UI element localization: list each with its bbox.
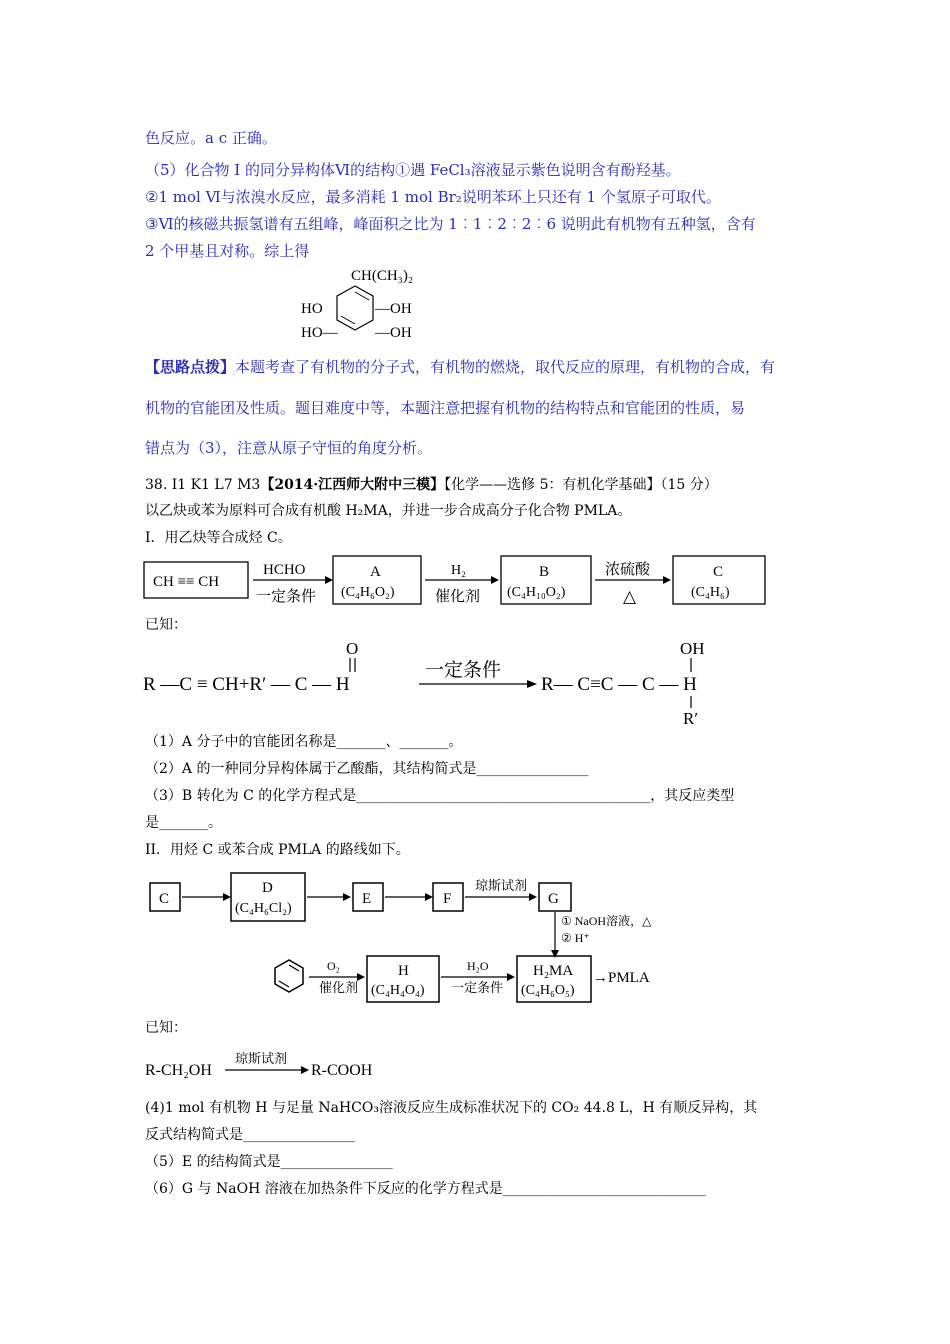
compound-b-label: B [539,564,550,580]
reaction1-left: R —C ≡ CH+R′ — C — H [143,674,350,695]
part-2-title: II．用烃 C 或苯合成 PMLA 的路线如下。 [145,842,410,858]
reaction2-reagent: 琼斯试剂 [235,1051,288,1066]
tip-label: 【思路点拨】 [145,358,236,376]
structure-left-2: HO— [301,325,338,341]
question-4: (4)1 mol 有机物 H 与足量 NaHCO₃溶液反应生成标准状况下的 CO₂ 44.8 L，H 有顺反异构，其 [145,1100,758,1116]
question-4-cont: 反式结构简式是________________ [145,1127,355,1143]
scheme2-h2ma-label: H₂MA [533,963,574,979]
scheme2-h2o: H₂O [467,959,489,973]
structure-right-2: —OH [375,325,412,341]
scheme2-c-label: C [159,891,170,907]
question-3: （3）B 转化为 C 的化学方程式是__________________________________________，其反应类型 [145,788,735,804]
compound-a-formula: (C₄H₆O₂) [341,585,395,600]
compound-a-label: A [370,564,381,580]
scheme2-condition: 一定条件 [451,980,504,995]
benzene-ring [337,286,373,330]
step2-condition: 催化剂 [435,589,481,605]
step3-condition: △ [623,587,637,606]
structure-right-1: —OH [375,301,412,317]
acetylene-label: CH ≡≡ CH [153,574,220,590]
question-subject: 【化学——选修 5：有机化学基础】（15 分） [444,477,718,493]
part-1-title: I．用乙炔等合成烃 C。 [145,530,292,546]
question-source: 【2014·江西师大附中三模】 [260,477,445,493]
question-6: （6）G 与 NaOH 溶液在加热条件下反应的化学方程式是_____________________________ [145,1181,706,1197]
scheme2-h-label: H [398,963,409,979]
scheme2-e-label: E [362,891,372,907]
known-reaction-2 [145,1045,405,1085]
reaction1-right: R— C≡C — C — H [541,674,697,695]
tip-line-1 [145,357,775,377]
scheme2-g-label: G [548,891,559,907]
scheme2-pmla: →PMLA [593,970,650,986]
reaction1-condition: 一定条件 [425,660,502,681]
synthesis-scheme-1 [143,552,773,608]
structure-top-label: CH(CH₃)₂ [351,268,414,284]
question-header [145,475,718,495]
answer-line-1: 色反应。a c 正确。 [145,129,277,147]
scheme2-g-condition-1: ① NaOH溶液，△ [561,914,652,928]
scheme2-h2ma-formula: (C₄H₆O₅) [521,983,575,998]
step3-reagent: 浓硫酸 [605,562,651,578]
answer-line-4: ③Ⅵ的核磁共振氢谱有五组峰，峰面积之比为 1︰1︰2︰2︰6 说明此有机物有五种氢，含有 [145,215,756,233]
answer-line-3: ②1 mol Ⅵ与浓溴水反应，最多消耗 1 mol Br₂说明苯环上只还有 1 个氢原子可取代。 [145,188,721,206]
tip-text-1: 本题考查了有机物的分子式，有机物的燃烧，取代反应的原理，有机物的合成，有 [235,358,776,376]
question-codes: 38. I1 K1 L7 M3 [145,477,261,493]
scheme2-o2: O₂ [327,959,340,973]
known-2-label: 已知： [145,1020,187,1036]
question-3-cont: 是_______。 [145,815,222,831]
known-reaction-1 [143,636,763,728]
reaction2-left: R-CH₂OH [145,1062,212,1079]
scheme2-catalyst: 催化剂 [319,980,359,995]
reaction1-rprime: R′ [683,709,699,728]
answer-line-5: 2 个甲基且对称。综上得 [145,242,310,260]
scheme2-jones-label: 琼斯试剂 [475,878,528,893]
structure-left-1: HO [301,301,323,317]
synthesis-scheme-2 [145,866,705,1012]
scheme2-g-condition-2: ② H⁺ [561,931,590,945]
step1-condition: 一定条件 [256,589,317,605]
compound-c-label: C [713,564,724,580]
tip-line-2: 机物的官能团及性质。题目难度中等，本题注意把握有机物的结构特点和官能团的性质，易 [145,399,746,417]
compound-b-formula: (C₄H₁₀O₂) [507,585,566,600]
reaction2-right: R-COOH [311,1062,373,1079]
scheme2-h-formula: (C₄H₄O₄) [371,983,425,998]
scheme2-d-formula: (C₄H₆Cl₂) [235,901,292,916]
answer-line-2: （5）化合物 I 的同分异构体Ⅵ的结构①遇 FeCl₃溶液显示紫色说明含有酚羟基。 [145,161,681,179]
product-structure [295,262,435,348]
compound-c-formula: (C₄H₆) [691,585,730,600]
question-5: （5）E 的结构简式是________________ [145,1154,393,1170]
reaction1-oh: OH [680,639,705,658]
step2-reagent: H₂ [451,563,466,578]
question-2: （2）A 的一种同分异构体属于乙酸酯，其结构简式是________________ [145,761,589,777]
step1-reagent: HCHO [263,562,306,578]
known-1-label: 已知： [145,617,187,633]
reaction1-o: O [346,639,359,658]
scheme2-d-label: D [262,880,273,896]
question-intro: 以乙炔或苯为原料可合成有机酸 H₂MA，并进一步合成高分子化合物 PMLA。 [145,503,632,519]
tip-line-3: 错点为（3），注意从原子守恒的角度分析。 [145,439,433,457]
benzene-icon [275,960,303,992]
question-1: （1）A 分子中的官能团名称是_______、_______。 [145,734,463,750]
scheme2-f-label: F [443,891,452,907]
